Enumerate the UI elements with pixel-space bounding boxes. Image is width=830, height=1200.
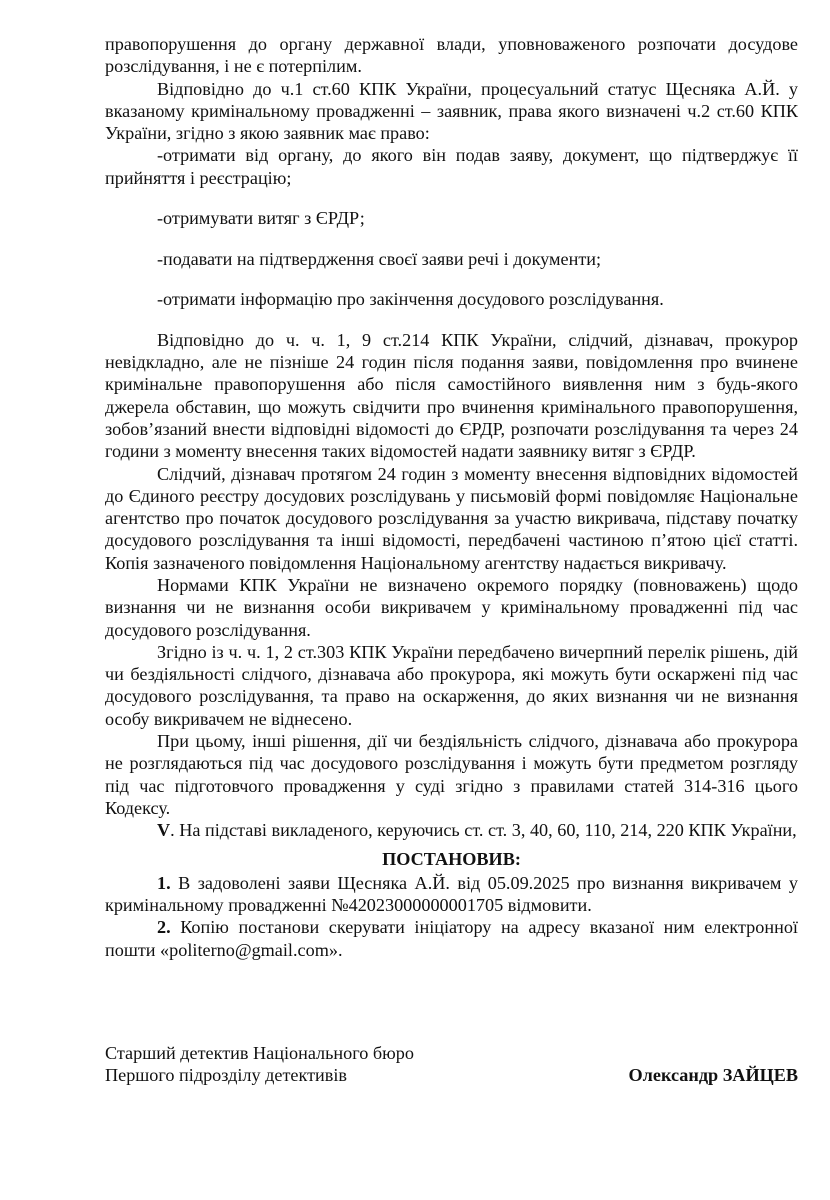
decision-number: 2. [157, 917, 171, 938]
signature-block [105, 1042, 798, 1087]
document-body [105, 33, 798, 961]
section-v-paragraph [105, 819, 798, 841]
decision-item [105, 872, 798, 917]
decision-text: Копію постанови скерувати ініціатору на адресу вказаної ним електронної пошти «politerno@gmail.com». [105, 917, 798, 960]
list-item: -отримати від органу, до якого він подав заяву, документ, що підтверджує її прийняття і реєстрацію; [105, 145, 798, 188]
resolution-heading: ПОСТАНОВИВ: [382, 848, 521, 869]
paragraph: Згідно із ч. ч. 1, 2 ст.303 КПК України передбачено вичерпний перелік рішень, дій чи бездіяльності слідчого, дізнавача або прокурора, які можуть бути оскаржені під час досудового розслідування, та право на оскарження, до яких визнання чи не визнання особу викривачем не віднесено. [105, 641, 798, 729]
signatory-name: Олександр ЗАЙЦЕВ [628, 1065, 798, 1086]
list-item: -отримати інформацію про закінчення досудового розслідування. [157, 289, 664, 310]
paragraph: При цьому, інші рішення, дії чи бездіяльність слідчого, дізнавача або прокурора не розглядаються під час досудового розслідування і можуть бути предметом розгляду під час підготовчого провадження у суді згідно з правилами статей 314-316 цього Кодексу. [105, 731, 798, 818]
decision-number: 1. [157, 872, 171, 893]
signatory-position-line2: Першого підрозділу детективів [105, 1065, 348, 1086]
list-item: -отримувати витяг з ЄРДР; [157, 208, 365, 229]
decision-text: В задоволені заяви Щесняка А.Й. від 05.09.2025 про визнання викривачем у кримінальному провадженні №42023000000001705 відмовити. [105, 872, 798, 916]
signatory-position-line1: Старший детектив Національного бюро [105, 1043, 414, 1063]
decision-item [105, 916, 798, 961]
list-item: -подавати на підтвердження своєї заяви речі і документи; [157, 248, 602, 269]
paragraph: правопорушення до органу державної влади, уповноваженого розпочати досудове розслідування, і не є потерпілим. [105, 34, 798, 77]
paragraph: Відповідно до ч.1 ст.60 КПК України, процесуальний статус Щесняка А.Й. у вказаному кримінальному провадженні – заявник, права якого визначені ч.2 ст.60 КПК України, згідно з якою заявник має право: [105, 78, 798, 144]
paragraph: Нормами КПК України не визначено окремого порядку (повноважень) щодо визнання чи не визнання особи викривачем у кримінальному провадженні під час досудового розслідування. [105, 574, 798, 640]
section-number: V [157, 820, 171, 841]
section-text: . На підставі викладеного, керуючись ст. ст. 3, 40, 60, 110, 214, 220 КПК України, [170, 820, 797, 841]
paragraph: Слідчий, дізнавач протягом 24 годин з моменту внесення відповідних відомостей до Єдиного реєстру досудових розслідувань у письмовій формі повідомляє Національне агентство про початок досудового розслідування за участю викривача, підставу початку досудового розслідування та інші відомості, передбачені частиною п’ятою цієї статті. Копія зазначеного повідомлення Національному агентству надається викривачу. [105, 463, 798, 573]
paragraph: Відповідно до ч. ч. 1, 9 ст.214 КПК України, слідчий, дізнавач, прокурор невідкладно, але не пізніше 24 годин після подання заяви, повідомлення про вчинене кримінальне правопорушення або після самостійного виявлення ним з будь-якого джерела обставин, що можуть свідчити про вчинення кримінального правопорушення, зобов’язаний внести відповідні відомості до ЄРДР, розпочати розслідування та через 24 години з моменту внесення таких відомостей надати заявнику витяг з ЄРДР. [105, 329, 798, 462]
